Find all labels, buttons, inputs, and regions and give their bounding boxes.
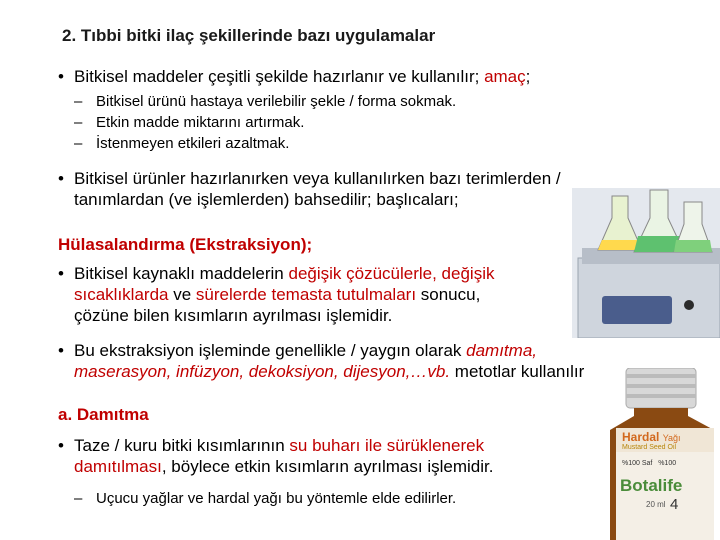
- bullet-text: Taze / kuru bitki kısımlarının: [74, 436, 290, 455]
- dash-marker: –: [74, 114, 83, 131]
- badge-text: %100: [658, 460, 677, 467]
- section-heading: Hülasalandırma (Ekstraksiyon);: [58, 235, 313, 254]
- bottle-brand: Botalife: [620, 476, 683, 495]
- mustard-oil-bottle-image: [606, 368, 720, 540]
- bottle-title: [622, 430, 681, 444]
- bullet-extraction-definition: [58, 263, 598, 326]
- bullet-dot: •: [58, 67, 64, 86]
- bullet-dot: •: [58, 436, 64, 455]
- highlight-text: sıcaklıklarda: [74, 285, 169, 304]
- sub-item-text: İstenmeyen etkileri azaltmak.: [96, 135, 290, 152]
- highlight-text: sürelerde temasta tutulmaları: [195, 285, 417, 304]
- bullet-dot: •: [58, 264, 64, 283]
- bullet-purpose: [58, 66, 530, 87]
- bullet-dot: •: [58, 341, 64, 360]
- section-a-heading: a. Damıtma: [58, 405, 149, 424]
- sub-item: [74, 489, 456, 508]
- bottle-badges: [622, 460, 676, 467]
- bullet-text: çözüne bilen kısımların ayrılması işlemidir.: [74, 306, 393, 325]
- bullet-text: tanımlardan (ve işlemlerden) bahsedilir; başlıcaları;: [74, 190, 459, 209]
- sub-item-text: Bitkisel ürünü hastaya verilebilir şekle / forma sokmak.: [96, 93, 457, 110]
- bottle-volume: 20 ml: [646, 500, 666, 509]
- slide-title: 2. Tıbbi bitki ilaç şekillerinde bazı uygulamalar: [62, 26, 436, 45]
- highlight-text: maserasyon, infüzyon, dekoksiyon, dijesyon,…vb.: [74, 362, 451, 381]
- bullet-terms: [58, 168, 678, 210]
- bullet-dot: •: [58, 169, 64, 188]
- bullet-text: metotlar kullanılır: [450, 362, 585, 381]
- dash-marker: –: [74, 490, 83, 507]
- punctuation: ;: [525, 67, 531, 86]
- highlight-text: damıtma,: [466, 341, 537, 360]
- bullet-text: sonucu,: [416, 285, 481, 304]
- highlight-text: değişik çözücülerle, değişik: [288, 264, 495, 283]
- sub-item: [74, 113, 304, 132]
- bullet-text: ve: [168, 285, 196, 304]
- page-number: 4: [670, 496, 679, 513]
- badge-text: %100 Saf: [622, 460, 653, 467]
- sub-item-text: Etkin madde miktarını artırmak.: [96, 114, 305, 131]
- bottle-subtitle: Mustard Seed Oil: [622, 444, 677, 451]
- bullet-text: Bitkisel maddeler çeşitli şekilde hazırlanır ve kullanılır;: [74, 67, 485, 86]
- bullet-methods: [58, 340, 698, 382]
- bottle-title-text: Hardal: [622, 430, 660, 444]
- bullet-text: Bitkisel kaynaklı maddelerin: [74, 264, 289, 283]
- sub-item-text: Uçucu yağlar ve hardal yağı bu yöntemle elde edilirler.: [96, 490, 457, 507]
- highlight-text: damıtılması: [74, 457, 162, 476]
- bullet-text: Bu ekstraksiyon işleminde genellikle / yaygın olarak: [74, 341, 467, 360]
- bullet-text: Bitkisel ürünler hazırlanırken veya kullanılırken bazı terimlerden /: [74, 169, 561, 188]
- bottle-title-text-2: Yağı: [662, 433, 681, 443]
- bullet-distillation: [58, 435, 598, 477]
- sub-item: [74, 92, 456, 111]
- highlight-text: su buharı ile sürüklenerek: [289, 436, 485, 455]
- dash-marker: –: [74, 93, 83, 110]
- dash-marker: –: [74, 135, 83, 152]
- sub-item: [74, 134, 289, 153]
- bullet-text: , böylece etkin kısımların ayrılması işlemidir.: [161, 457, 494, 476]
- highlight-text: amaç: [484, 67, 526, 86]
